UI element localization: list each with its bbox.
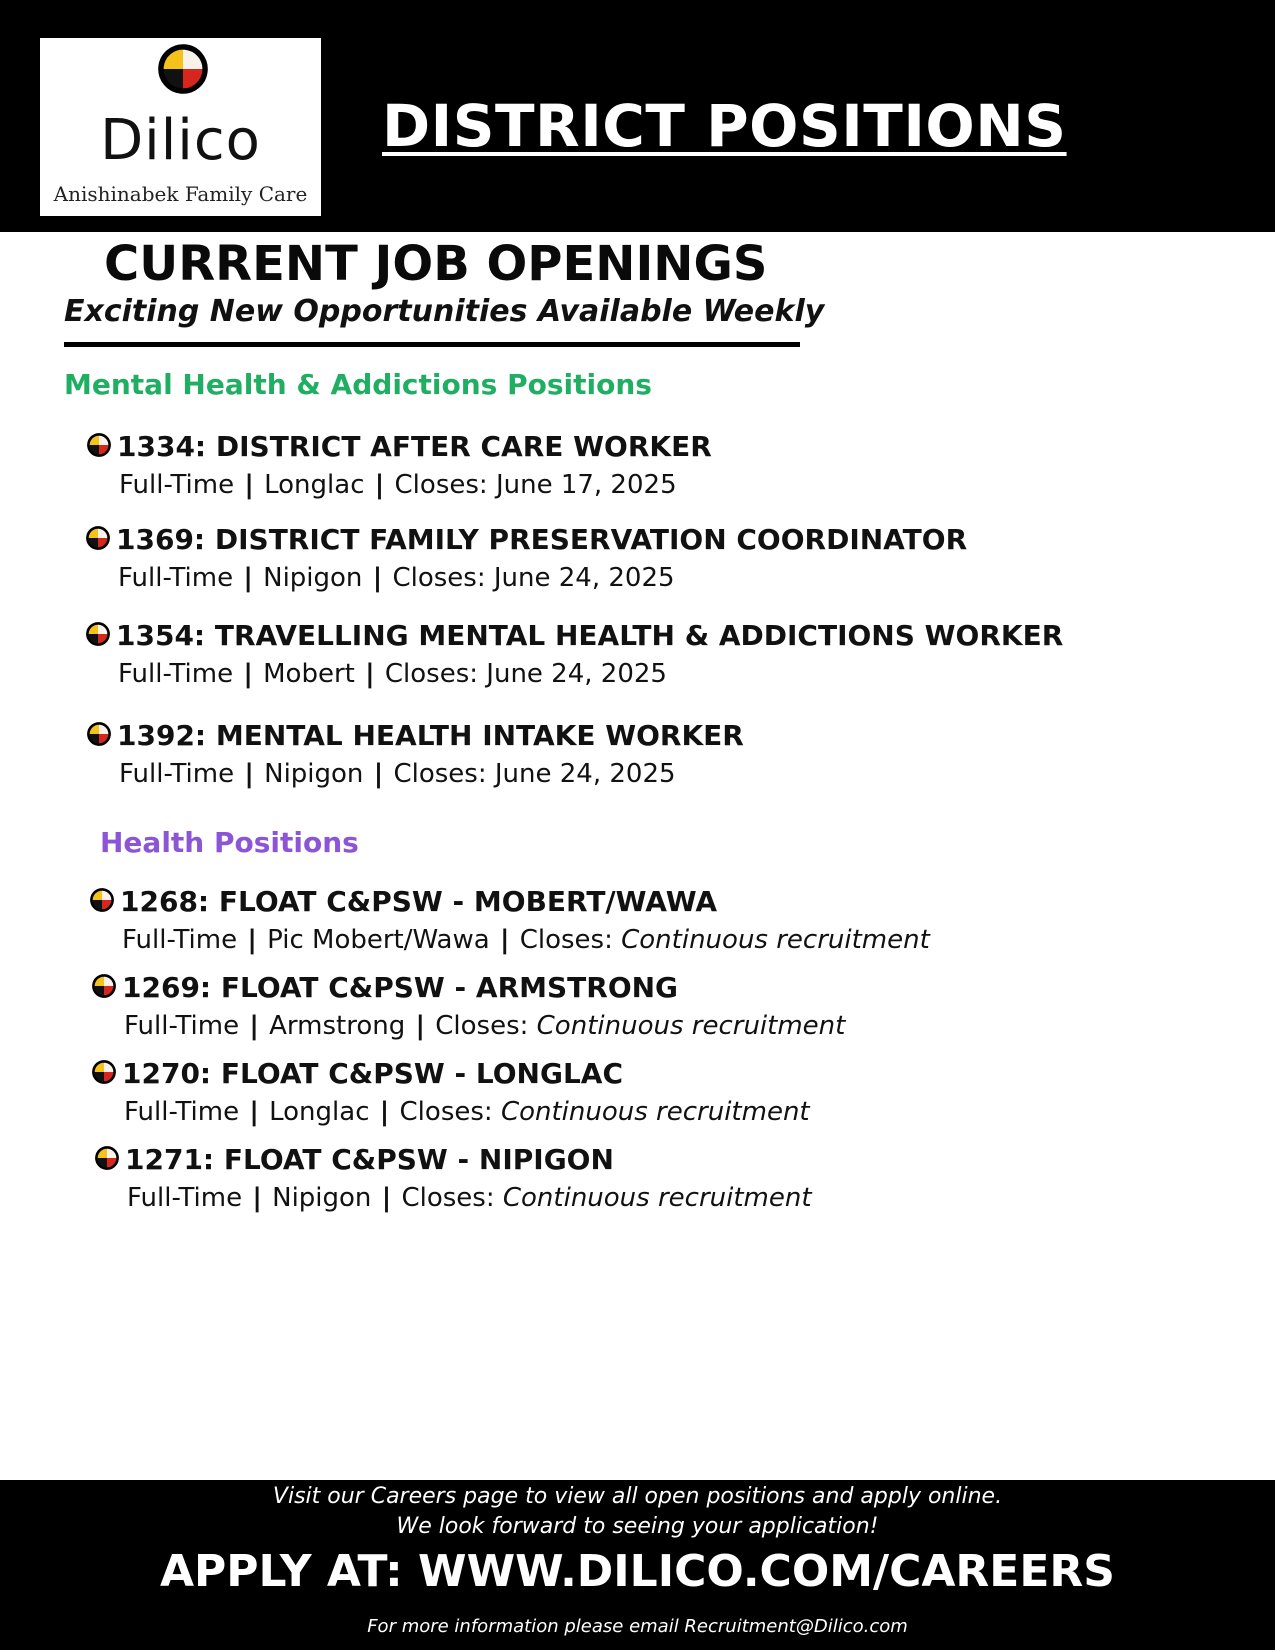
logo-name: Dilico [100,108,261,173]
section-heading-health: Health Positions [100,826,359,859]
job-location: Nipigon [263,563,363,593]
job-location: Nipigon [272,1183,372,1213]
job-details: Full-Time | Pic Mobert/Wawa | Closes: Continuous recruitment [122,925,930,955]
job-location: Longlac [269,1097,370,1127]
job-type: Full-Time [127,1183,243,1213]
job-closes-label: Closes: [393,759,487,789]
job-location: Armstrong [269,1011,406,1041]
subtitle: Exciting New Opportunities Available Weekly [64,294,825,329]
medicine-wheel-icon [87,433,111,457]
job-details: Full-Time | Mobert | Closes: June 24, 2025 [118,659,667,689]
job-closes: Continuous recruitment [621,925,930,955]
job-type: Full-Time [119,470,235,500]
job-details: Full-Time | Nipigon | Closes: June 24, 2025 [118,563,675,593]
contact-email[interactable]: For more information please email Recruitment@Dilico.com [367,1616,908,1637]
job-location: Mobert [263,659,355,689]
job-type: Full-Time [119,759,235,789]
job-closes: Continuous recruitment [536,1011,846,1041]
job-title[interactable]: 1354: TRAVELLING MENTAL HEALTH & ADDICTIONS WORKER [116,619,1064,652]
section-heading-mental-health: Mental Health & Addictions Positions [64,368,652,401]
medicine-wheel-icon [92,974,116,998]
job-type: Full-Time [124,1097,240,1127]
job-closes-label: Closes: [392,563,486,593]
job-details: Full-Time | Longlac | Closes: Continuous recruitment [124,1097,810,1127]
job-closes: June 24, 2025 [493,563,675,593]
job-closes: June 17, 2025 [495,470,677,500]
job-closes-label: Closes: [384,659,479,689]
job-closes: June 24, 2025 [486,659,667,689]
medicine-wheel-icon [86,526,110,550]
footer-careers-text: Visit our Careers page to view all open positions and apply online. [272,1484,1003,1509]
job-details: Full-Time | Armstrong | Closes: Continuous recruitment [124,1011,846,1041]
job-title[interactable]: 1334: DISTRICT AFTER CARE WORKER [117,430,712,463]
medicine-wheel-icon [158,44,208,94]
footer-thanks-text: We look forward to seeing your application! [396,1514,879,1539]
job-location: Nipigon [264,759,364,789]
job-type: Full-Time [118,563,234,593]
job-title[interactable]: 1268: FLOAT C&PSW - MOBERT/WAWA [120,885,717,918]
job-details: Full-Time | Nipigon | Closes: Continuous recruitment [127,1183,812,1213]
apply-link[interactable]: APPLY AT: WWW.DILICO.COM/CAREERS [159,1546,1115,1597]
page-title: DISTRICT POSITIONS [382,92,1067,160]
job-title[interactable]: 1271: FLOAT C&PSW - NIPIGON [125,1143,614,1176]
logo [40,38,321,216]
logo-tagline: Anishinabek Family Care [53,182,308,206]
job-type: Full-Time [124,1011,240,1041]
medicine-wheel-icon [95,1146,119,1170]
job-closes-label: Closes: [435,1011,529,1041]
job-closes: Continuous recruitment [502,1183,812,1213]
job-closes: June 24, 2025 [494,759,676,789]
job-location: Longlac [264,470,365,500]
job-location: Pic Mobert/Wawa [267,925,490,955]
job-type: Full-Time [122,925,238,955]
job-title[interactable]: 1369: DISTRICT FAMILY PRESERVATION COORDINATOR [116,523,968,556]
job-details: Full-Time | Nipigon | Closes: June 24, 2025 [119,759,676,789]
job-type: Full-Time [118,659,234,689]
job-title[interactable]: 1269: FLOAT C&PSW - ARMSTRONG [122,971,679,1004]
job-closes: Continuous recruitment [500,1097,810,1127]
medicine-wheel-icon [86,622,110,646]
footer-banner [0,1480,1275,1650]
main-title: CURRENT JOB OPENINGS [104,236,768,292]
job-closes-label: Closes: [519,925,613,955]
job-closes-label: Closes: [401,1183,495,1213]
header-banner [0,0,1275,232]
job-closes-label: Closes: [394,470,488,500]
job-closes-label: Closes: [399,1097,493,1127]
medicine-wheel-icon [87,722,111,746]
subtitle-divider [64,342,800,347]
job-title[interactable]: 1392: MENTAL HEALTH INTAKE WORKER [117,719,744,752]
job-title[interactable]: 1270: FLOAT C&PSW - LONGLAC [122,1057,624,1090]
job-details: Full-Time | Longlac | Closes: June 17, 2025 [119,470,677,500]
medicine-wheel-icon [90,888,114,912]
medicine-wheel-icon [92,1060,116,1084]
